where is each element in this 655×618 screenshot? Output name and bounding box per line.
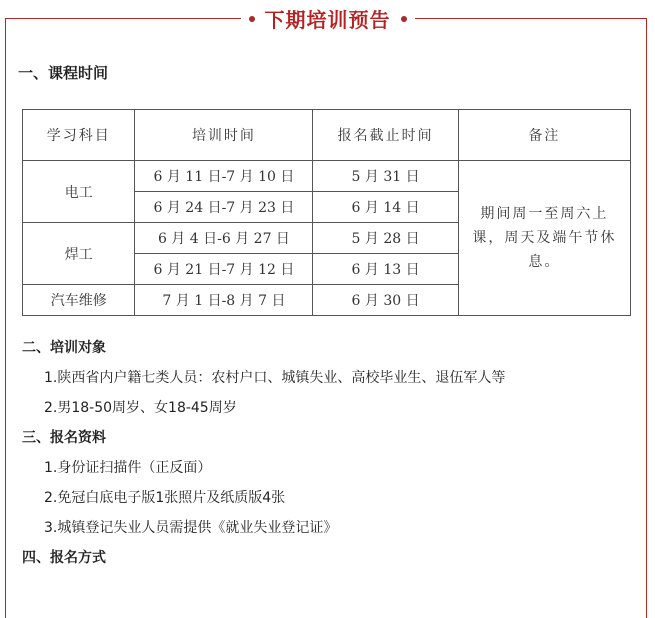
section-heading-target: 二、培训对象 bbox=[22, 340, 106, 356]
header-subject: 学习科目 bbox=[23, 110, 135, 161]
period-cell: 6 月 24 日-7 月 23 日 bbox=[135, 192, 313, 223]
schedule-table bbox=[22, 109, 631, 316]
deadline-cell: 5 月 28 日 bbox=[313, 223, 458, 254]
page-title: 下期培训预告 bbox=[264, 8, 391, 32]
decorative-dot-left bbox=[249, 16, 255, 22]
period-cell: 6 月 4 日-6 月 27 日 bbox=[135, 223, 313, 254]
section-heading-method: 四、报名方式 bbox=[22, 550, 106, 566]
section-heading-course-time: 一、课程时间 bbox=[18, 64, 109, 82]
list-item: 1.身份证扫描件（正反面） bbox=[44, 460, 212, 476]
info-list bbox=[22, 336, 505, 576]
subject-cell: 电工 bbox=[23, 161, 135, 223]
header-deadline: 报名截止时间 bbox=[313, 110, 458, 161]
header bbox=[0, 4, 655, 32]
list-item: 2.免冠白底电子版1张照片及纸质版4张 bbox=[44, 490, 286, 506]
period-cell: 7 月 1 日-8 月 7 日 bbox=[135, 285, 313, 316]
deadline-cell: 6 月 13 日 bbox=[313, 254, 458, 285]
section-heading-materials: 三、报名资料 bbox=[22, 430, 106, 446]
header-period: 培训时间 bbox=[135, 110, 313, 161]
table-header-row bbox=[23, 110, 631, 161]
deadline-cell: 6 月 30 日 bbox=[313, 285, 458, 316]
list-item: 2.男18-50周岁、女18-45周岁 bbox=[44, 400, 237, 416]
header-note: 备注 bbox=[458, 110, 630, 161]
list-item: 1.陕西省内户籍七类人员：农村户口、城镇失业、高校毕业生、退伍军人等 bbox=[44, 370, 506, 386]
deadline-cell: 6 月 14 日 bbox=[313, 192, 458, 223]
header-inner bbox=[241, 4, 415, 33]
deadline-cell: 5 月 31 日 bbox=[313, 161, 458, 192]
period-cell: 6 月 21 日-7 月 12 日 bbox=[135, 254, 313, 285]
subject-cell: 焊工 bbox=[23, 223, 135, 285]
list-item: 3.城镇登记失业人员需提供《就业失业登记证》 bbox=[44, 520, 338, 536]
table-row bbox=[23, 161, 631, 192]
period-cell: 6 月 11 日-7 月 10 日 bbox=[135, 161, 313, 192]
subject-cell: 汽车维修 bbox=[23, 285, 135, 316]
note-cell: 期间周一至周六上课，周天及端午节休息。 bbox=[458, 161, 630, 316]
decorative-dot-right bbox=[401, 16, 407, 22]
